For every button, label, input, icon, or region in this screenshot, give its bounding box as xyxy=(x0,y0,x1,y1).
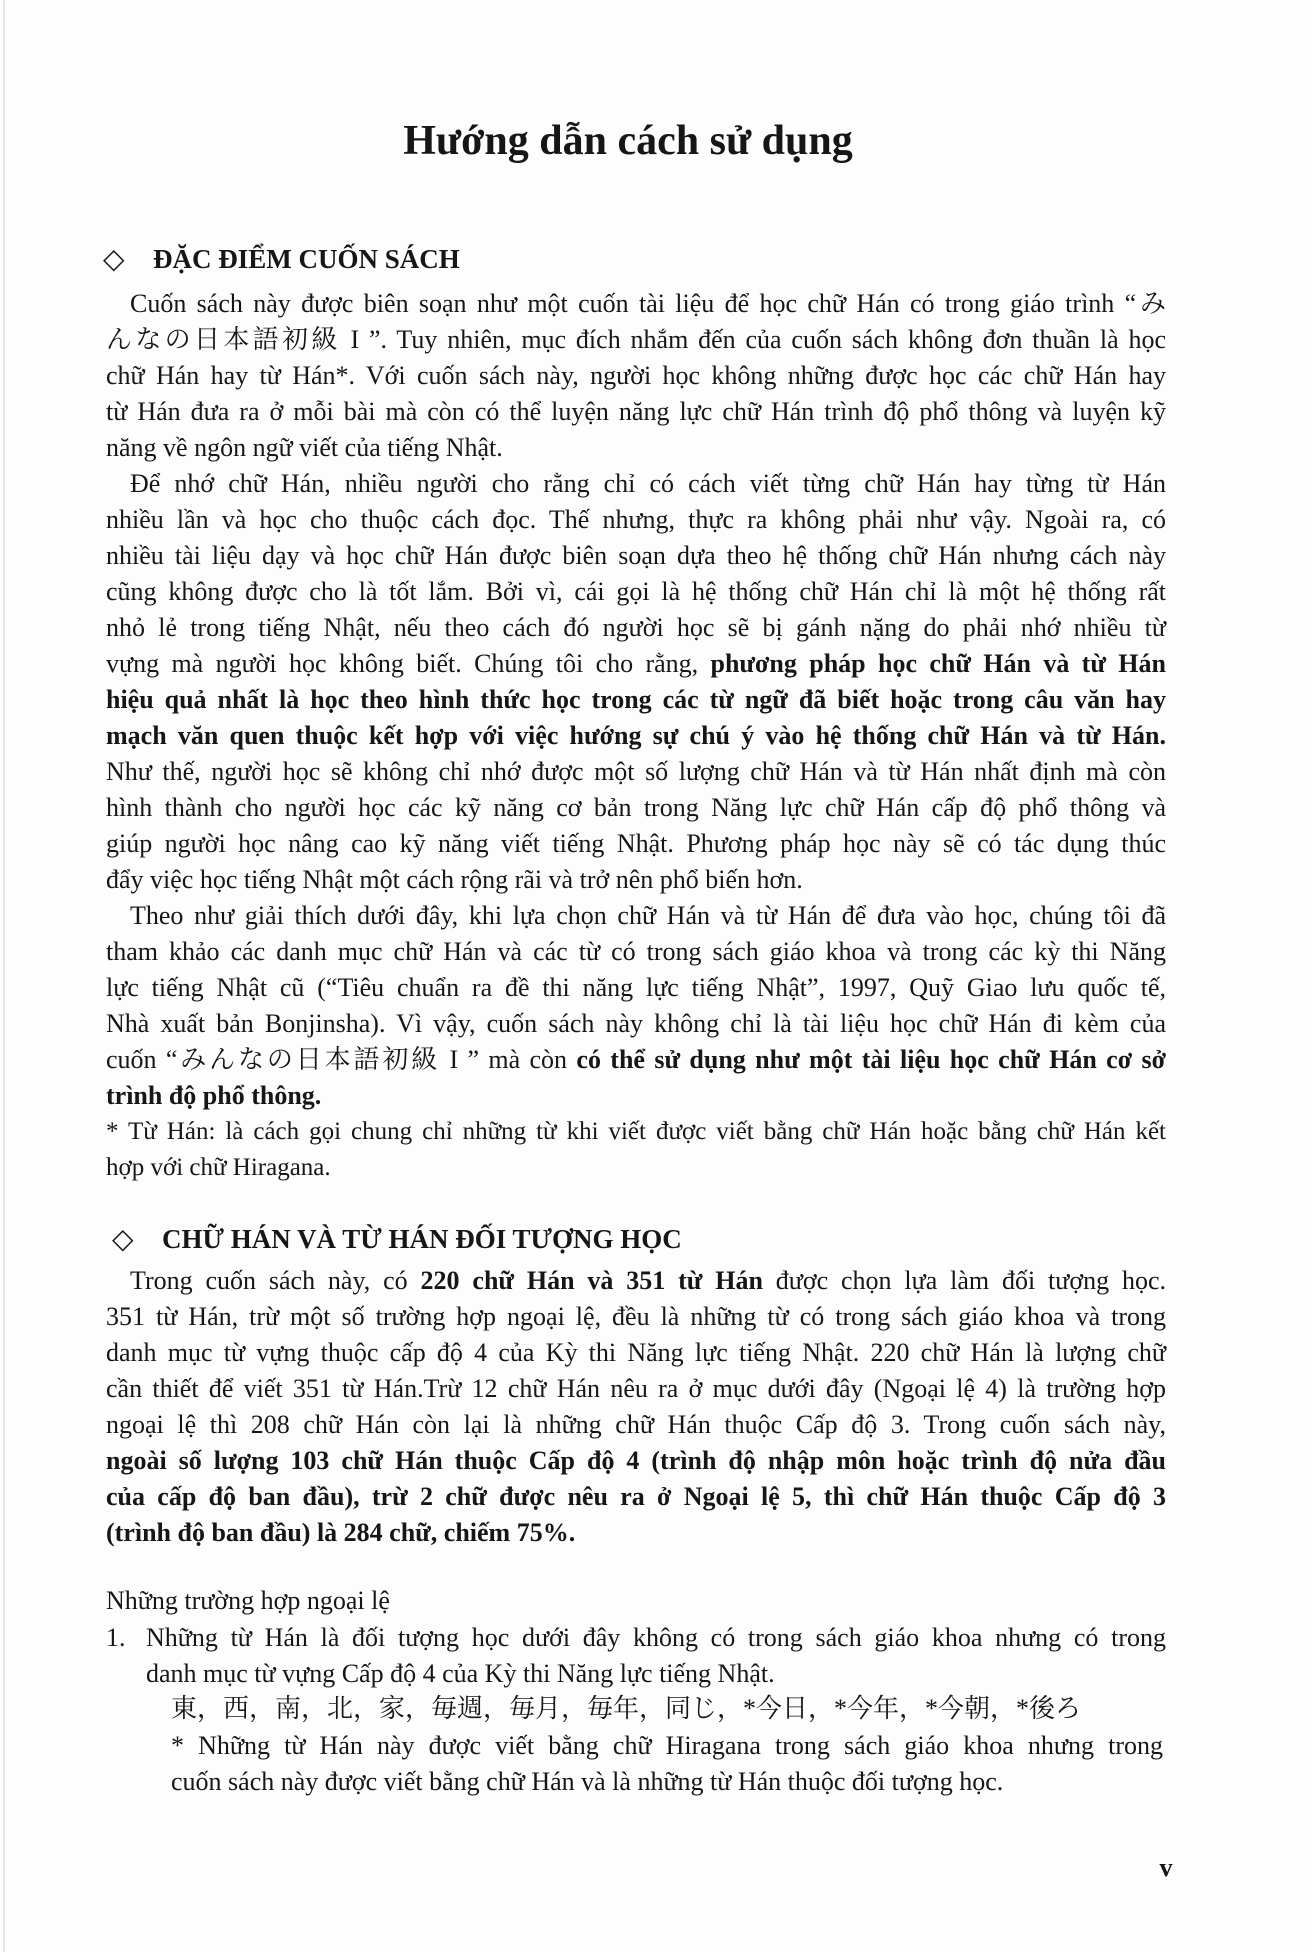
text-line xyxy=(106,682,1166,718)
text-line xyxy=(146,1656,1166,1692)
text-line xyxy=(106,322,1166,358)
text-line xyxy=(106,1114,1166,1150)
section-heading-study-targets xyxy=(112,1221,682,1257)
text-run: lực tiếng Nhật cũ (“Tiêu chuẩn ra đề thi năng lực tiếng Nhật”, 1997, Quỹ Giao lưu quốc tế, xyxy=(106,973,1166,1002)
text-line xyxy=(106,610,1166,646)
text-line xyxy=(106,1479,1166,1515)
emphasized-text: hiệu quả nhất là học theo hình thức học trong các từ ngữ đã biết hoặc trong câu văn hay xyxy=(106,685,1166,714)
text-line xyxy=(106,718,1166,754)
text-line xyxy=(106,502,1166,538)
text-run: danh mục từ vựng thuộc cấp độ 4 của Kỳ thi Năng lực tiếng Nhật. 220 chữ Hán là lượng chữ xyxy=(106,1338,1166,1367)
text-line xyxy=(171,1728,1163,1764)
text-run: năng về ngôn ngữ viết của tiếng Nhật. xyxy=(106,433,503,462)
text-run: Theo như giải thích dưới đây, khi lựa chọn chữ Hán và từ Hán để đưa vào học, chúng tôi đã xyxy=(130,901,1166,930)
text-line xyxy=(106,646,1166,682)
text-line xyxy=(106,826,1166,862)
paragraph xyxy=(106,466,1166,898)
list-item-note xyxy=(171,1728,1163,1800)
text-line xyxy=(106,1042,1166,1078)
footnote xyxy=(106,1114,1166,1186)
text-run: cần thiết để viết 351 từ Hán.Trừ 12 chữ Hán nêu ra ở mục dưới đây (Ngoại lệ 4) là trường hợp xyxy=(106,1374,1166,1403)
diamond-bullet-icon: ◇ xyxy=(103,242,125,275)
note-text xyxy=(171,1728,1163,1800)
page-number: v xyxy=(1159,1853,1173,1882)
emphasized-text: phương pháp học chữ Hán và từ Hán xyxy=(710,649,1166,678)
paragraph xyxy=(106,1263,1166,1551)
section-body-features xyxy=(106,286,1166,1186)
exceptions-label: Những trường hợp ngoại lệ xyxy=(106,1586,390,1615)
diamond-bullet-icon: ◇ xyxy=(112,1222,134,1255)
text-line xyxy=(106,754,1166,790)
text-run: nhiều tài liệu dạy và học chữ Hán được biên soạn dựa theo hệ thống chữ Hán nhưng cách này xyxy=(106,541,1166,570)
text-run: hình thành cho người học các kỹ năng cơ bản trong Năng lực chữ Hán cấp độ phổ thông và xyxy=(106,793,1166,822)
text-line xyxy=(106,898,1166,934)
text-line xyxy=(106,1006,1166,1042)
text-run: danh mục từ vựng Cấp độ 4 của Kỳ thi Năng lực tiếng Nhật. xyxy=(146,1659,775,1688)
emphasized-text: ngoài số lượng 103 chữ Hán thuộc Cấp độ 4 (trình độ nhập môn hoặc trình độ nửa đầu xyxy=(106,1446,1166,1475)
text-line xyxy=(106,430,1166,466)
section-heading-features xyxy=(103,241,460,277)
text-run: từ Hán đưa ra ở mỗi bài mà còn có thể luyện năng lực chữ Hán trình độ phổ thông và luyện kỹ xyxy=(106,397,1166,426)
list-item xyxy=(146,1620,1166,1692)
text-line xyxy=(106,466,1166,502)
emphasized-text: của cấp độ ban đầu), trừ 2 chữ được nêu ra ở Ngoại lệ 5, thì chữ Hán thuộc Cấp độ 3 xyxy=(106,1482,1166,1511)
text-run: giúp người học nâng cao kỹ năng viết tiếng Nhật. Phương pháp học này sẽ có tác dụng thúc xyxy=(106,829,1166,858)
text-line xyxy=(106,1371,1166,1407)
text-run: cuốn sách này được viết bằng chữ Hán và là những từ Hán thuộc đối tượng học. xyxy=(171,1767,1004,1796)
paragraph xyxy=(106,898,1166,1114)
emphasized-text: 220 chữ Hán và 351 từ Hán xyxy=(420,1266,763,1295)
text-run: đẩy việc học tiếng Nhật một cách rộng rãi và trở nên phổ biến hơn. xyxy=(106,865,803,894)
text-run: nhỏ lẻ trong tiếng Nhật, nếu theo cách đó người học sẽ bị gánh nặng do phải nhớ nhiều từ xyxy=(106,613,1166,642)
emphasized-text: trình độ phổ thông. xyxy=(106,1081,322,1110)
paragraph xyxy=(106,286,1166,466)
list-item-text xyxy=(146,1620,1166,1692)
text-run: tham khảo các danh mục chữ Hán và các từ có trong sách giáo khoa và trong các kỳ thi Năng xyxy=(106,937,1166,966)
text-line xyxy=(106,1407,1166,1443)
scan-page-edge xyxy=(3,0,5,1952)
section-heading-text: CHỮ HÁN VÀ TỪ HÁN ĐỐI TƯỢNG HỌC xyxy=(162,1224,682,1254)
text-run: * Từ Hán: là cách gọi chung chỉ những từ khi viết được viết bằng chữ Hán hoặc bằng chữ Hán kết xyxy=(106,1118,1166,1145)
text-run: vựng mà người học không biết. Chúng tôi cho rằng, xyxy=(106,649,711,678)
text-run: Để nhớ chữ Hán, nhiều người cho rằng chỉ có cách viết từng chữ Hán hay từng từ Hán xyxy=(130,469,1166,498)
kanji-examples: 東，西，南，北，家，毎週，毎月，毎年，同じ，*今日，*今年，*今朝，*後ろ xyxy=(171,1694,1082,1723)
emphasized-text: mạch văn quen thuộc kết hợp với việc hướng sự chú ý vào hệ thống chữ Hán và từ Hán. xyxy=(106,721,1166,750)
text-line xyxy=(146,1620,1166,1656)
text-line xyxy=(106,1335,1166,1371)
text-run: * Những từ Hán này được viết bằng chữ Hiragana trong sách giáo khoa nhưng trong xyxy=(171,1731,1163,1760)
text-line xyxy=(106,1150,1166,1186)
text-line xyxy=(106,574,1166,610)
text-line xyxy=(106,934,1166,970)
page-title: Hướng dẫn cách sử dụng xyxy=(403,118,853,164)
text-run: Nhà xuất bản Bonjinsha). Vì vậy, cuốn sách này không chỉ là tài liệu học chữ Hán đi kèm của xyxy=(106,1009,1166,1038)
text-line xyxy=(106,970,1166,1006)
text-line xyxy=(106,862,1166,898)
text-run: cuốn “みんなの日本語初級 I ” mà còn xyxy=(106,1045,577,1074)
text-run: chữ Hán hay từ Hán*. Với cuốn sách này, người học không những được học các chữ Hán hay xyxy=(106,361,1166,390)
text-run: hợp với chữ Hiragana. xyxy=(106,1154,331,1181)
text-line xyxy=(171,1764,1163,1800)
text-line xyxy=(106,1515,1166,1551)
text-run: Những từ Hán là đối tượng học dưới đây không có trong sách giáo khoa nhưng có trong xyxy=(146,1623,1166,1652)
text-line xyxy=(106,1263,1166,1299)
text-run: Cuốn sách này được biên soạn như một cuốn tài liệu để học chữ Hán có trong giáo trình “み xyxy=(130,289,1166,318)
emphasized-text: (trình độ ban đầu) là 284 chữ, chiếm 75%. xyxy=(106,1518,576,1547)
emphasized-text: có thể sử dụng như một tài liệu học chữ Hán cơ sở xyxy=(576,1045,1166,1074)
text-run: Trong cuốn sách này, có xyxy=(130,1266,421,1295)
text-run: cũng không được cho là tốt lắm. Bởi vì, cái gọi là hệ thống chữ Hán chỉ là một hệ thống rất xyxy=(106,577,1166,606)
text-run: được chọn lựa làm đối tượng học. xyxy=(762,1266,1167,1295)
section-body-study-targets xyxy=(106,1263,1166,1551)
text-run: ngoại lệ thì 208 chữ Hán còn lại là những chữ Hán thuộc Cấp độ 3. Trong cuốn sách này, xyxy=(106,1410,1166,1439)
text-line xyxy=(106,394,1166,430)
text-line xyxy=(106,790,1166,826)
list-item-number: 1. xyxy=(106,1623,126,1652)
text-line xyxy=(106,1078,1166,1114)
section-heading-text: ĐẶC ĐIỂM CUỐN SÁCH xyxy=(153,244,460,274)
text-run: 351 từ Hán, trừ một số trường hợp ngoại lệ, đều là những từ có trong sách giáo khoa và trong xyxy=(106,1302,1166,1331)
text-run: nhiều lần và học cho thuộc cách đọc. Thế nhưng, thực ra không phải như vậy. Ngoài ra, có xyxy=(106,505,1166,534)
text-line xyxy=(106,538,1166,574)
text-line xyxy=(106,358,1166,394)
text-line xyxy=(106,286,1166,322)
text-run: Như thế, người học sẽ không chỉ nhớ được một số lượng chữ Hán và từ Hán nhất định mà còn xyxy=(106,757,1166,786)
text-line xyxy=(106,1443,1166,1479)
text-line xyxy=(106,1299,1166,1335)
text-run: んなの日本語初級 I ”. Tuy nhiên, mục đích nhắm đến của cuốn sách không đơn thuần là học xyxy=(106,325,1166,354)
